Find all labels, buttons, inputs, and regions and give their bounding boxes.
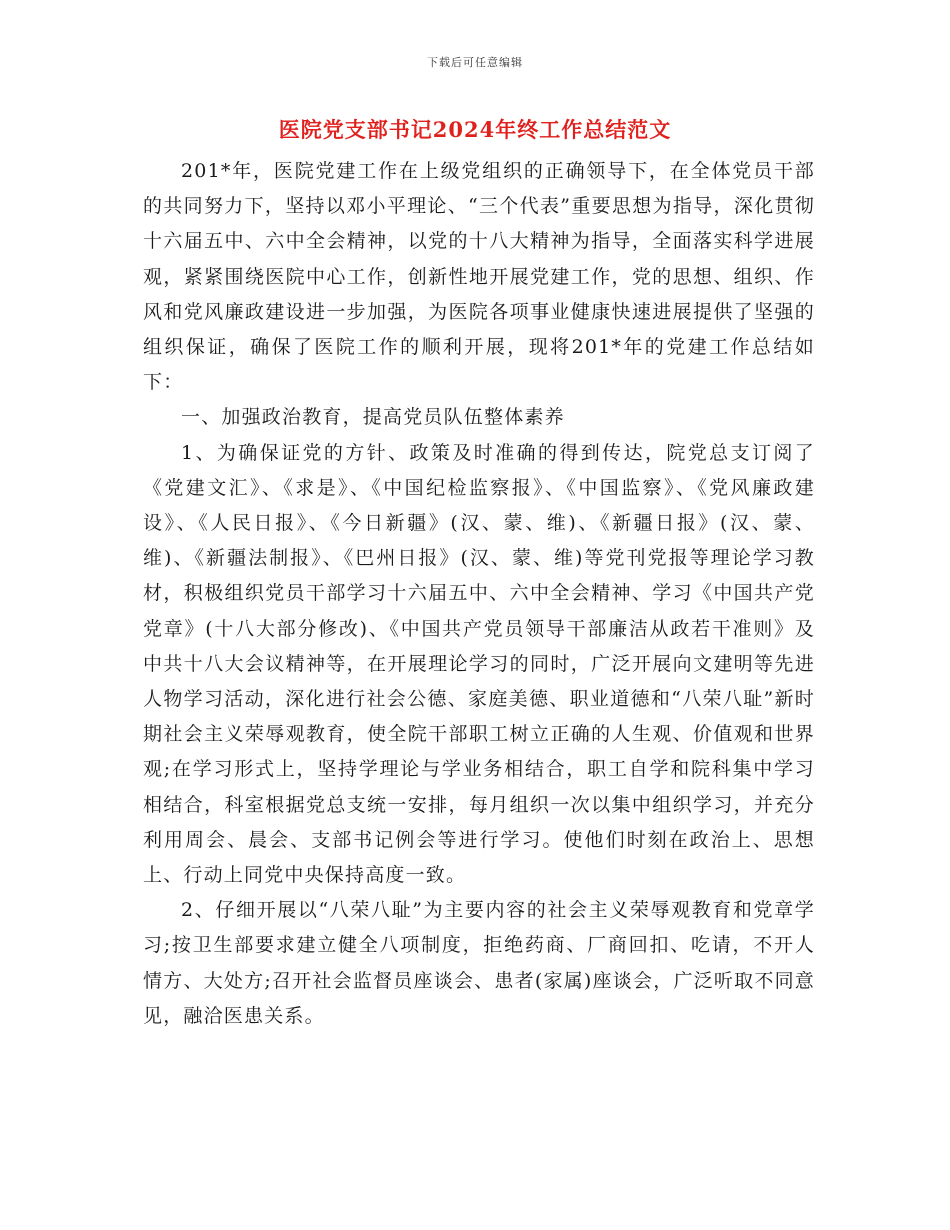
header-note: 下载后可任意编辑 [427, 56, 523, 69]
paragraph-intro: 201*年，医院党建工作在上级党组织的正确领导下，在全体党员干部的共同努力下，坚持以邓小平理论、“三个代表”重要思想为指导，深化贯彻十六届五中、六中全会精神，以党的十八大精神为指导，全面落实科学进展观，紧紧围绕医院中心工作，创新性地开展党建工作，党的思想、组织、作风和党风廉政建设进一步加强，为医院各项事业健康快速进展提供了坚强的组织保证，确保了医院工作的顺利开展，现将201*年的党建工作总结如下： [143, 160, 815, 394]
paragraph-item-2: 2、仔细开展以“八荣八耻”为主要内容的社会主义荣辱观教育和党章学习;按卫生部要求建立健全八项制度，拒绝药商、厂商回扣、吃请，不开人情方、大处方;召开社会监督员座谈会、患者(家属)座谈会，广泛听取不同意见，融洽医患关系。 [143, 899, 815, 1027]
paragraph-item-1: 1、为确保证党的方针、政策及时准确的得到传达，院党总支订阅了《党建文汇》、《求是》、《中国纪检监察报》、《中国监察》、《党风廉政建设》、《人民日报》、《今日新疆》(汉、蒙、维)、《新疆日报》(汉、蒙、维)、《新疆法制报》、《巴州日报》(汉、蒙、维)等党刊党报等理论学习教材，积极组织党员干部学习十六届五中、六中全会精神、学习《中国共产党党章》(十八大部分修改)、《中国共产党员领导干部廉洁从政若干准则》及中共十八大会议精神等，在开展理论学习的同时，广泛开展向文建明等先进人物学习活动，深化进行社会公德、家庭美德、职业道德和“八荣八耻”新时期社会主义荣辱观教育，使全院干部职工树立正确的人生观、价值观和世界观;在学习形式上，坚持学理论与学业务相结合，职工自学和院科集中学习相结合，科室根据党总支统一安排，每月组织一次以集中组织学习，并充分利用周会、晨会、支部书记例会等进行学习。使他们时刻在政治上、思想上、行动上同党中央保持高度一致。 [143, 441, 815, 887]
document-title: 医院党支部书记2024年终工作总结范文 [278, 117, 672, 142]
document-body [143, 154, 815, 1034]
section-heading-1: 一、加强政治教育，提高党员队伍整体素养 [181, 406, 565, 429]
